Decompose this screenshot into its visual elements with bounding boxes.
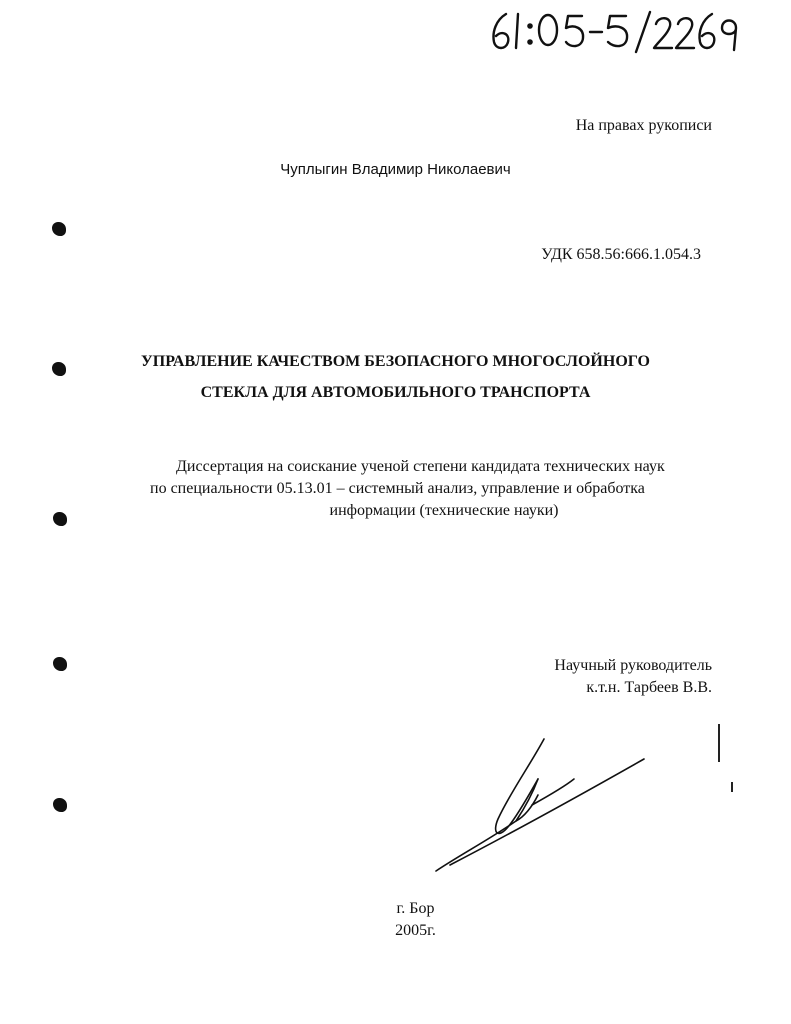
thesis-description [100, 456, 740, 522]
handwritten-signature [420, 735, 680, 885]
supervisor-block [554, 655, 712, 699]
year: 2005г. [395, 922, 436, 939]
thesis-title [0, 346, 791, 408]
supervisor-role: Научный руководитель [554, 657, 712, 674]
author-name: Чуплыгин Владимир Николаевич [280, 161, 511, 178]
thesis-line-3: информации (технические науки) [329, 502, 559, 519]
place-and-year [0, 898, 791, 942]
margin-pen-mark [718, 724, 720, 762]
title-line-2: СТЕКЛА ДЛЯ АВТОМОБИЛЬНОГО ТРАНСПОРТА [200, 384, 591, 401]
udk-code: УДК 658.56:666.1.054.3 [541, 246, 701, 263]
margin-pen-mark [731, 782, 733, 792]
punch-hole-mark [53, 512, 67, 526]
title-line-1: УПРАВЛЕНИЕ КАЧЕСТВОМ БЕЗОПАСНОГО МНОГОСЛОЙНОГО [141, 353, 650, 370]
punch-hole-mark [52, 222, 66, 236]
rights-note: На правах рукописи [575, 117, 712, 134]
handwritten-archive-number [486, 8, 746, 56]
punch-hole-mark [53, 657, 67, 671]
supervisor-name: к.т.н. Тарбеев В.В. [586, 679, 712, 696]
punch-hole-mark [52, 362, 66, 376]
city: г. Бор [396, 900, 435, 917]
thesis-line-1: Диссертация на соискание ученой степени кандидата технических наук [176, 458, 665, 475]
thesis-line-2: по специальности 05.13.01 – системный анализ, управление и обработка [150, 480, 645, 497]
punch-hole-mark [53, 798, 67, 812]
